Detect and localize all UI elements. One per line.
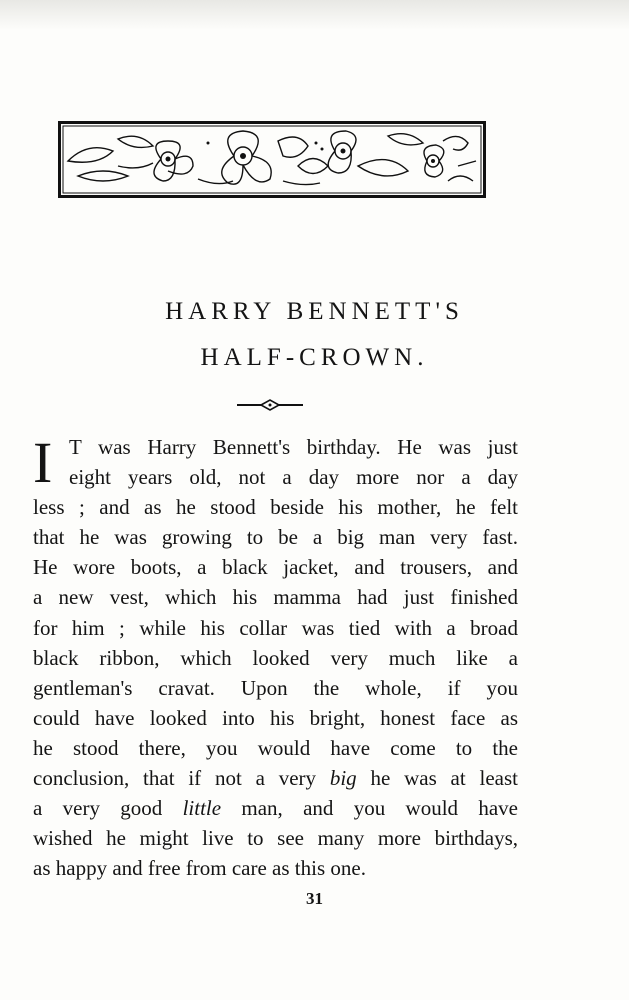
page-top-edge (0, 0, 629, 30)
text-segment: man, and you would have (221, 796, 518, 821)
text-segment: conclusion, that if not a very (33, 766, 330, 791)
text-line: he stood there, you would have come to the (33, 735, 518, 760)
italic-word: big (329, 766, 357, 791)
italic-word: little (182, 796, 222, 821)
floral-headpiece-icon (58, 121, 486, 198)
text-segment: a very good (33, 796, 183, 821)
text-line: T was Harry Bennett's birthday. He was just (69, 435, 518, 459)
title-line-1: HARRY BENNETT'S (165, 298, 464, 325)
story-paragraph (33, 432, 518, 883)
text-line: as happy and free from care as this one. (33, 856, 366, 881)
text-line (33, 793, 518, 823)
text-line: a new vest, which his mamma had just finished (33, 585, 518, 610)
drop-cap: I (33, 430, 53, 495)
text-line: gentleman's cravat. Upon the whole, if you (33, 675, 518, 700)
text-line: for him ; while his collar was tied with a broad (33, 615, 518, 640)
text-line: eight years old, not a day more nor a day (69, 465, 518, 490)
text-line (33, 763, 518, 793)
title-line-2: HALF-CROWN. (200, 344, 429, 371)
text-line: that he was growing to be a big man very fast. (33, 525, 518, 550)
diamond-rule-icon (237, 398, 303, 412)
text-segment: he was at least (356, 766, 518, 791)
text-line: He wore boots, a black jacket, and trousers, and (33, 555, 518, 580)
text-line: wished he might live to see many more birthdays, (33, 826, 518, 851)
text-line: could have looked into his bright, honest face as (33, 705, 518, 730)
page-number: 31 (306, 889, 323, 908)
text-line: less ; and as he stood beside his mother, he felt (33, 495, 518, 520)
text-line: black ribbon, which looked very much like a (33, 645, 518, 670)
